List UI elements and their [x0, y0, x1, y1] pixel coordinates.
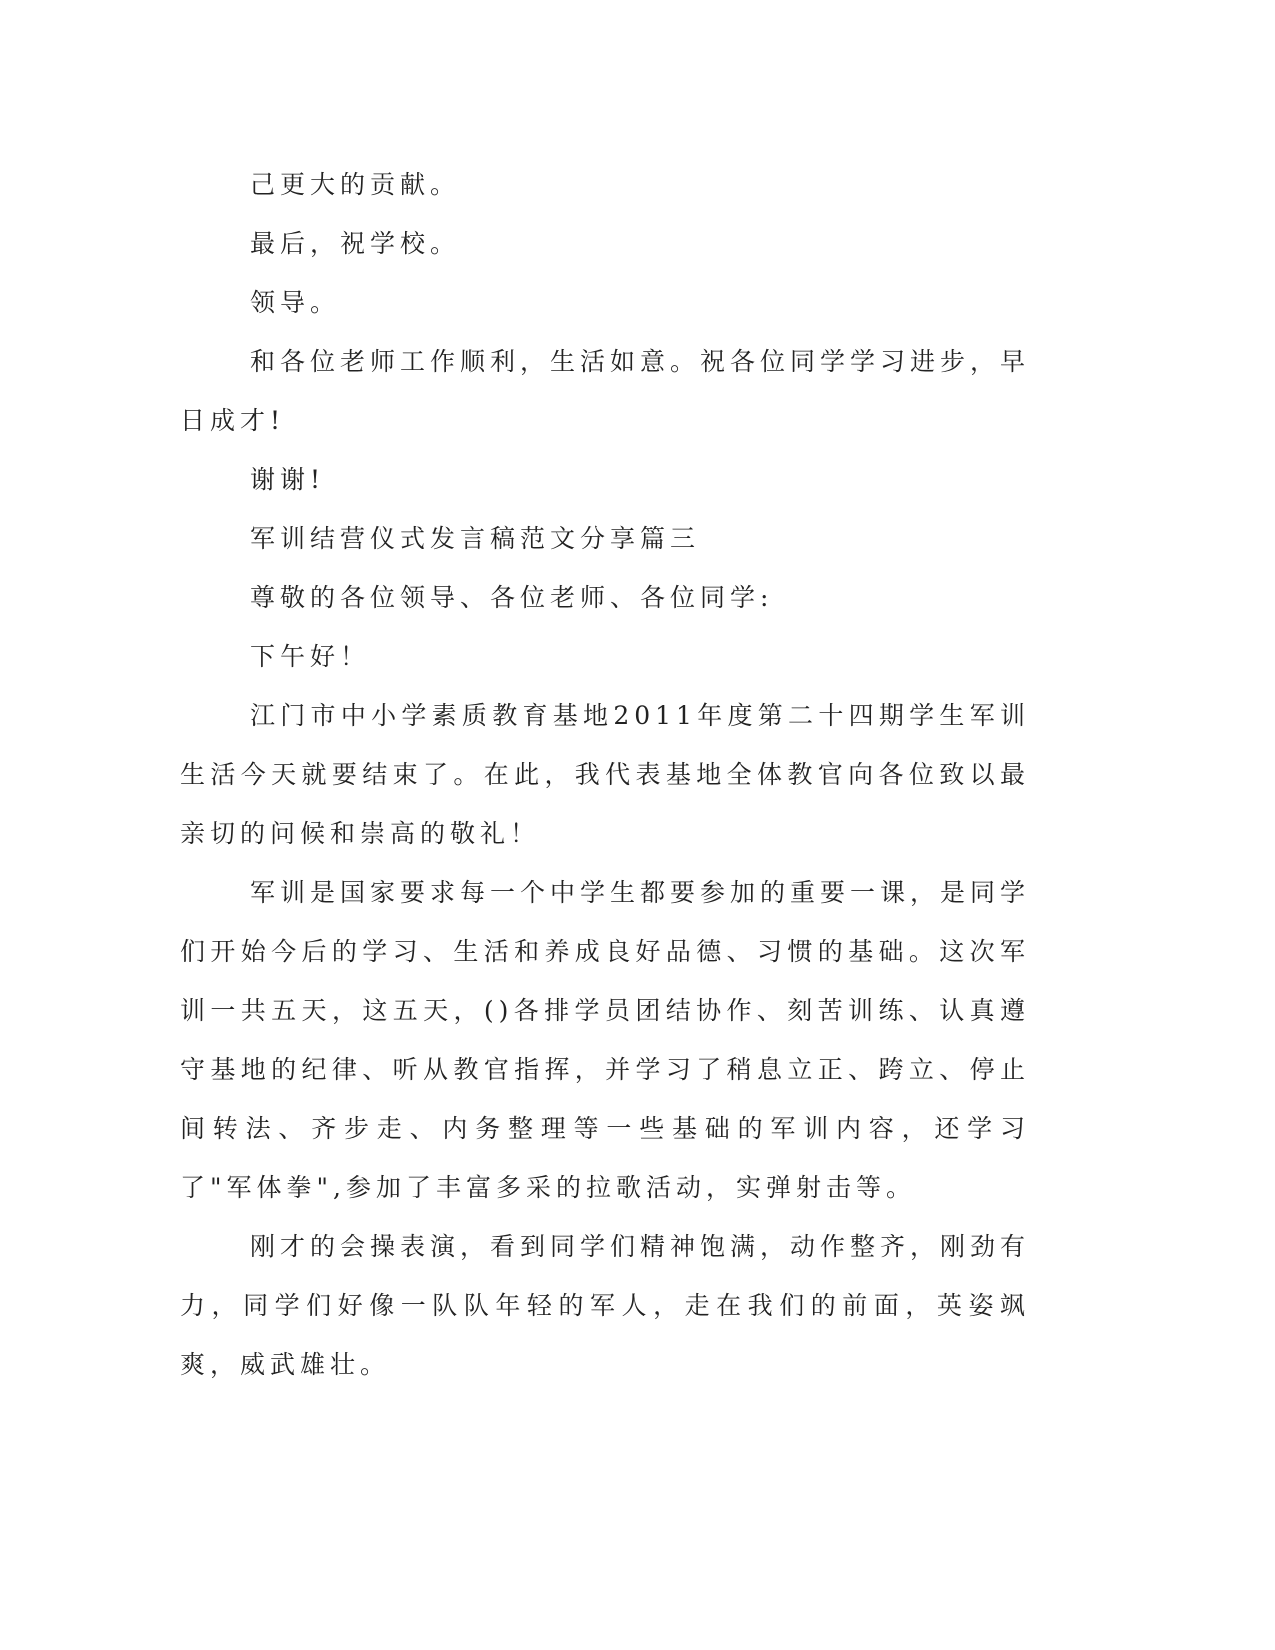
document-body	[180, 155, 1030, 1394]
paragraph-greeting: 下午好！	[250, 642, 371, 671]
paragraph-contribution: 己更大的贡献。	[250, 170, 461, 199]
paragraph-leaders: 领导。	[250, 288, 341, 317]
paragraph-thanks: 谢谢!	[250, 465, 326, 494]
paragraph-salutation: 尊敬的各位领导、各位老师、各位同学:	[250, 583, 774, 612]
paragraph-training: 军训是国家要求每一个中学生都要参加的重要一课，是同学们开始今后的学习、生活和养成良好品德、习惯的基础。这次军训一共五天，这五天，()各排学员团结协作、刻苦训练、认真遵守基地的纪律、听从教官指挥，并学习了稍息立正、跨立、停止间转法、齐步走、内务整理等一些基础的军训内容，还学习了"军体拳",参加了丰富多采的拉歌活动，实弹射击等。	[180, 878, 1031, 1202]
paragraph-finally: 最后，祝学校。	[250, 229, 461, 258]
section-heading: 军训结营仪式发言稿范文分享篇三	[250, 524, 701, 553]
paragraph-wishes: 和各位老师工作顺利，生活如意。祝各位同学学习进步，早日成才!	[180, 347, 1031, 435]
paragraph-intro: 江门市中小学素质教育基地2011年度第二十四期学生军训生活今天就要结束了。在此，我代表基地全体教官向各位致以最亲切的问候和崇高的敬礼！	[180, 701, 1030, 848]
paragraph-performance: 刚才的会操表演，看到同学们精神饱满，动作整齐，刚劲有力，同学们好像一队队年轻的军人，走在我们的前面，英姿飒爽，威武雄壮。	[180, 1232, 1031, 1379]
